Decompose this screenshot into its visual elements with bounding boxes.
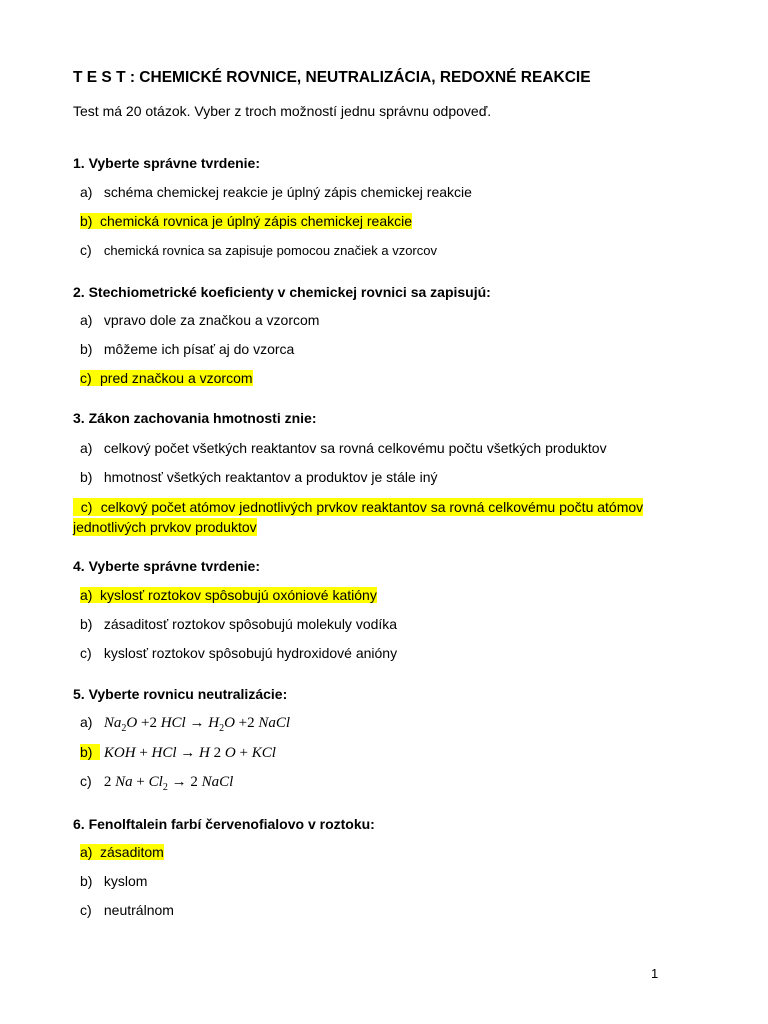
question-6-option-a: a) zásaditom bbox=[80, 844, 164, 860]
question-6: 6. Fenolftalein farbí červenofialovo v roztoku: bbox=[73, 816, 375, 832]
question-1-option-b: b) chemická rovnica je úplný zápis chemickej reakcie bbox=[80, 213, 413, 229]
question-3: 3. Zákon zachovania hmotnosti znie: bbox=[73, 410, 317, 426]
question-2: 2. Stechiometrické koeficienty v chemickej rovnici sa zapisujú: bbox=[73, 284, 491, 300]
question-1: 1. Vyberte správne tvrdenie: bbox=[73, 155, 261, 171]
question-5: 5. Vyberte rovnicu neutralizácie: bbox=[73, 686, 288, 702]
question-2-option-b: b) môžeme ich písať aj do vzorca bbox=[80, 341, 295, 357]
question-5-option-c: c) 2 $Na + Cl_2 \to 2$ NaCl bbox=[80, 773, 234, 793]
test-instructions: Test má 20 otázok. Vyber z troch možností jednu správnu odpoveď. bbox=[73, 103, 492, 119]
question-2-option-c: c) pred značkou a vzorcom bbox=[80, 370, 253, 386]
question-6-option-c: c) neutrálnom bbox=[80, 902, 174, 918]
equation-b: KOH + HCl → H 2 O + KCl bbox=[103, 745, 276, 761]
question-2-option-a: a) vpravo dole za značkou a vzorcom bbox=[80, 312, 320, 328]
question-1-option-c: c) chemická rovnica sa zapisuje pomocou značiek a vzorcov bbox=[80, 242, 437, 258]
question-4-option-a: a) kyslosť roztokov spôsobujú oxóniové katióny bbox=[80, 587, 377, 603]
question-3-option-b: b) hmotnosť všetkých reaktantov a produktov je stále iný bbox=[80, 469, 438, 485]
question-5-option-a: a) $Na_2O +2$ HCl → $H_2O +2$ NaCl bbox=[80, 714, 291, 734]
question-5-option-b: b) KOH + HCl → H 2 O + KCl bbox=[80, 744, 276, 761]
question-4-option-c: c) kyslosť roztokov spôsobujú hydroxidové anióny bbox=[80, 645, 398, 661]
question-4-option-b: b) zásaditosť roztokov spôsobujú molekuly vodíka bbox=[80, 616, 398, 632]
question-3-option-c: c) celkový počet atómov jednotlivých prvkov reaktantov sa rovná celkovému počtu atómov jednotlivých prvkov produktov bbox=[73, 499, 644, 535]
equation-a: $Na_2O +2$ HCl → $H_2O +2$ NaCl bbox=[103, 715, 291, 734]
test-title: T E S T : CHEMICKÉ ROVNICE, NEUTRALIZÁCIA, REDOXNÉ REAKCIE bbox=[73, 69, 591, 86]
question-6-option-b: b) kyslom bbox=[80, 873, 148, 889]
equation-c: 2 $Na + Cl_2 \to 2$ NaCl bbox=[103, 774, 234, 793]
question-3-option-a: a) celkový počet všetkých reaktantov sa rovná celkovému počtu všetkých produktov bbox=[80, 440, 607, 456]
page-number: 1 bbox=[651, 966, 659, 981]
question-4: 4. Vyberte správne tvrdenie: bbox=[73, 558, 261, 574]
question-1-option-a: a) schéma chemickej reakcie je úplný zápis chemickej reakcie bbox=[80, 184, 472, 200]
